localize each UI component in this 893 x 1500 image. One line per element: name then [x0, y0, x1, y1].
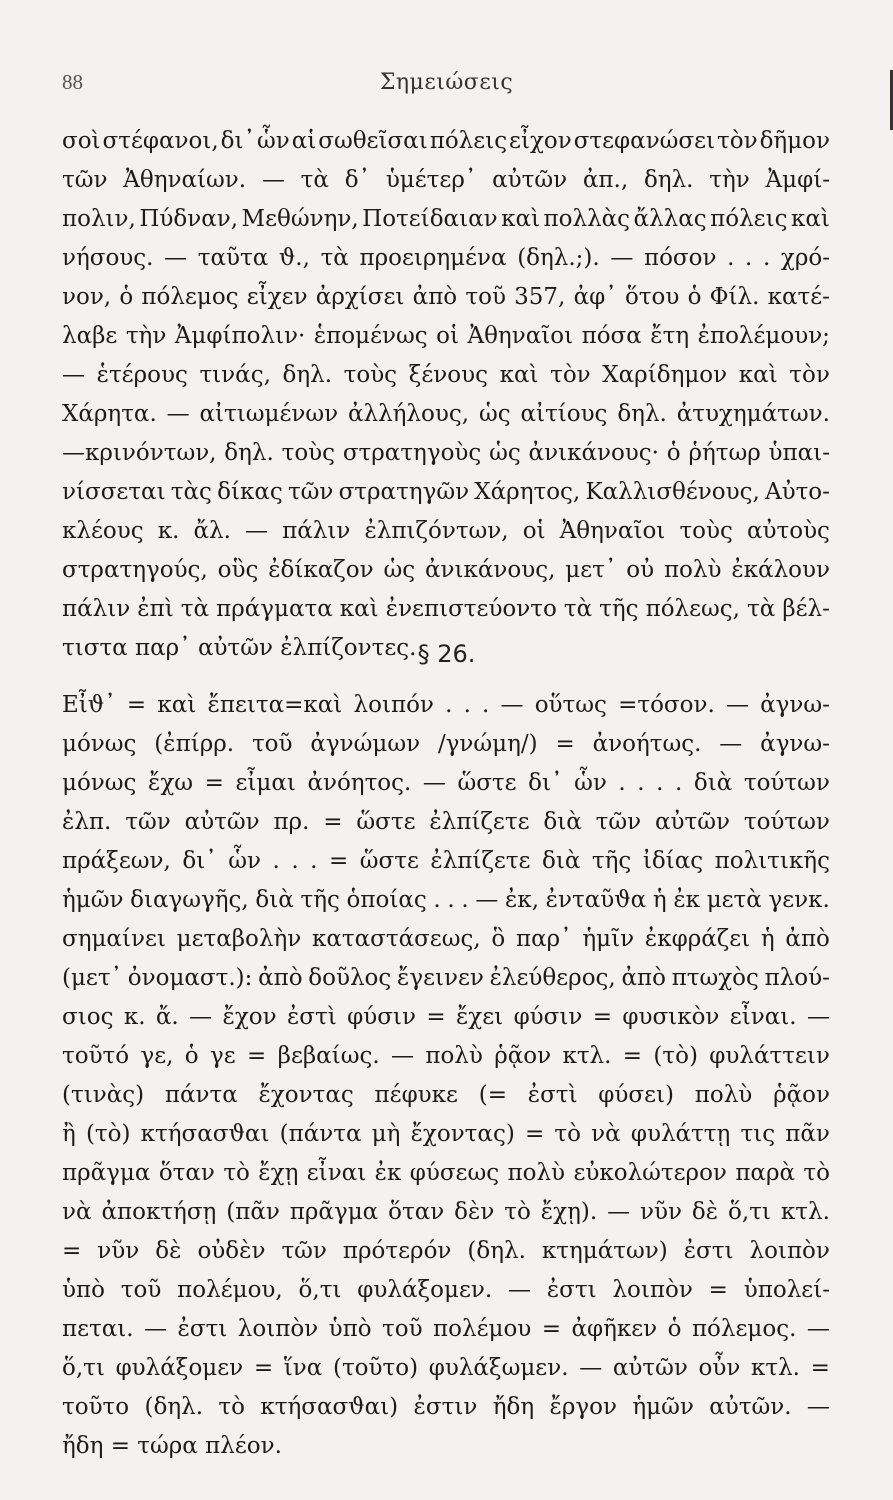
text-line [62, 1037, 830, 1076]
text-line [62, 551, 830, 590]
text-line [62, 122, 830, 161]
text-line-content: λαβε τὴν Ἀμφίπολιν· ἑπομένως οἱ Ἀθηναῖοι πόσα ἔτη ἐπολέμουν; [62, 323, 830, 349]
text-line [62, 1388, 830, 1427]
section-heading: § 26. [417, 640, 476, 668]
text-line-content: τῶν Ἀθηναίων. — τὰ δ᾽ ὑμέτερ᾽ αὐτῶν ἀπ., δηλ. τὴν Ἀμφί- [62, 167, 830, 193]
text-line-content: — ἑτέρους τινάς, δηλ. τοὺς ξένους καὶ τὸν Χαρίδημον καὶ τὸν [62, 362, 830, 388]
text-line-content: νον, ὁ πόλεμος εἶχεν ἀρχίσει ἀπὸ τοῦ 357, ἀφ᾽ ὅτου ὁ Φίλ. κατέ- [62, 284, 830, 310]
text-line-content: ἢ (τὸ) κτήσασϑαι (πάντα μὴ ἔχοντας) = τὸ νὰ φυλάττῃ τις πᾶν [62, 1121, 830, 1147]
text-line-content: νίσσεται τὰς δίκας τῶν στρατηγῶν Χάρητος, Καλλισθένους, Αὐτο- [62, 479, 830, 505]
text-line-content: στρατηγούς, οὓς ἐδίκαζον ὡς ἀνικάνους, μετ᾽ οὐ πολὺ ἐκάλουν [62, 557, 830, 583]
text-line [62, 239, 830, 278]
text-line-content: πράξεων, δι᾽ ὧν . . . = ὥστε ἐλπίζετε διὰ τῆς ἰδίας πολιτικῆς [62, 848, 830, 874]
text-line [62, 1427, 830, 1466]
text-line [62, 725, 830, 764]
text-line-content: μόνως ἔχω = εἶμαι ἀνόητος. — ὥστε δι᾽ ὧν . . . . διὰ τούτων [62, 770, 830, 796]
text-line [62, 1349, 830, 1388]
text-line-content: πεται. — ἐστι λοιπὸν ὑπὸ τοῦ πολέμου = ἀφῆκεν ὁ πόλεμος. — [62, 1316, 830, 1342]
text-line [62, 881, 830, 920]
text-line [62, 920, 830, 959]
text-line-content: πολιν, Πύδναν, Μεθώνην, Ποτείδαιαν καὶ πολλὰς ἄλλας πόλεις καὶ [62, 206, 830, 232]
text-line [62, 512, 830, 551]
text-line-content: ὅ,τι φυλάξομεν = ἵνα (τοῦτο) φυλάξωμεν. — αὐτῶν οὖν κτλ. = [62, 1355, 830, 1381]
text-line-content: σιος κ. ἄ. — ἔχον ἐστὶ φύσιν = ἔχει φύσιν = φυσικὸν εἶναι. — [62, 1004, 830, 1030]
text-line [62, 278, 830, 317]
text-line-content: ἤδη = τώρα πλέον. [62, 1433, 282, 1459]
text-line [62, 590, 830, 629]
text-line-content: κλέους κ. ἄλ. — πάλιν ἐλπιζόντων, οἱ Ἀθηναῖοι τοὺς αὐτοὺς [62, 518, 830, 544]
text-line-content: (μετ᾽ ὀνομαστ.): ἀπὸ δοῦλος ἔγεινεν ἐλεύθερος, ἀπὸ πτωχὸς πλού- [62, 965, 830, 991]
text-line-content: ἡμῶν διαγωγῆς, διὰ τῆς ὁποίας . . . — ἐκ, ἐνταῦϑα ἡ ἐκ μετὰ γενκ. [62, 887, 830, 913]
page-number: 88 [62, 70, 83, 94]
notes-paragraph-2 [62, 686, 830, 1466]
text-line-content: Χάρητα. — αἰτιωμένων ἀλλήλους, ὡς αἰτίους δηλ. ἀτυχημάτων. [62, 401, 830, 427]
text-line [62, 434, 830, 473]
text-line [62, 1232, 830, 1271]
text-line-content: = νῦν δὲ οὐδὲν τῶν πρότερόν (δηλ. κτημάτων) ἐστι λοιπὸν [62, 1238, 830, 1264]
text-line-content: πάλιν ἐπὶ τὰ πράγματα καὶ ἐνεπιστεύοντο τὰ τῆς πόλεως, τὰ βέλ- [62, 596, 830, 622]
text-line [62, 1076, 830, 1115]
text-line [62, 1115, 830, 1154]
text-line-content: Εἶϑ᾽ = καὶ ἔπειτα=καὶ λοιπόν . . . — οὕτως =τόσον. — ἀγνω- [62, 692, 830, 718]
text-line-content: νήσους. — ταῦτα ϑ., τὰ προειρημένα (δηλ.;). — πόσον . . . χρό- [62, 245, 830, 271]
text-line [62, 356, 830, 395]
text-line [62, 395, 830, 434]
text-line [62, 161, 830, 200]
text-line-content: μόνως (ἐπίρρ. τοῦ ἀγνώμων /γνώμη/) = ἀνοήτως. — ἀγνω- [62, 731, 830, 757]
text-line [62, 1193, 830, 1232]
text-line [62, 686, 830, 725]
text-line-content: τοῦτο (δηλ. τὸ κτήσασϑαι) ἐστιν ἤδη ἔργον ἡμῶν αὐτῶν. — [62, 1394, 830, 1420]
text-line [62, 803, 830, 842]
text-line-content: τοῦτό γε, ὁ γε = βεβαίως. — πολὺ ῥᾷον κτλ. = (τὸ) φυλάττειν [62, 1043, 830, 1069]
text-line-content: σοὶ στέφανοι, δι᾽ ὧν αἱ σωθεῖσαι πόλεις εἶχον στεφανώσει τὸν δῆμον [62, 128, 830, 154]
running-title: Σημειώσεις [379, 70, 514, 95]
text-line [62, 1154, 830, 1193]
text-line [62, 317, 830, 356]
text-line [62, 998, 830, 1037]
text-line [62, 842, 830, 881]
text-line [62, 200, 830, 239]
page-header [62, 70, 831, 106]
text-line-content: (τινὰς) πάντα ἔχοντας πέφυκε (= ἐστὶ φύσει) πολὺ ῥᾷον [62, 1082, 830, 1108]
text-line [62, 1310, 830, 1349]
text-line [62, 1271, 830, 1310]
text-line-content: σημαίνει μεταβολὴν καταστάσεως, ὃ παρ᾽ ἡμῖν ἐκφράζει ἡ ἀπὸ [62, 926, 830, 952]
text-line-content: ἐλπ. τῶν αὐτῶν πρ. = ὥστε ἐλπίζετε διὰ τῶν αὐτῶν τούτων [62, 809, 830, 835]
text-line-content: ὑπὸ τοῦ πολέμου, ὅ,τι φυλάξομεν. — ἐστι λοιπὸν = ὑπολεί- [62, 1277, 830, 1303]
text-line [62, 473, 830, 512]
notes-paragraph-1 [62, 122, 830, 668]
text-line [62, 764, 830, 803]
text-line-content: —κρινόντων, δηλ. τοὺς στρατηγοὺς ὡς ἀνικάνους· ὁ ῥήτωρ ὑπαι- [62, 440, 830, 466]
text-line-content: νὰ ἀποκτήσῃ (πᾶν πρᾶγμα ὅταν δὲν τὸ ἔχῃ). — νῦν δὲ ὅ,τι κτλ. [62, 1199, 830, 1225]
text-line-content: πρᾶγμα ὅταν τὸ ἔχῃ εἶναι ἐκ φύσεως πολὺ εὐκολώτερον παρὰ τὸ [62, 1160, 830, 1186]
text-line [62, 959, 830, 998]
text-line-content: τιστα παρ᾽ αὐτῶν ἐλπίζοντες. [62, 635, 417, 661]
